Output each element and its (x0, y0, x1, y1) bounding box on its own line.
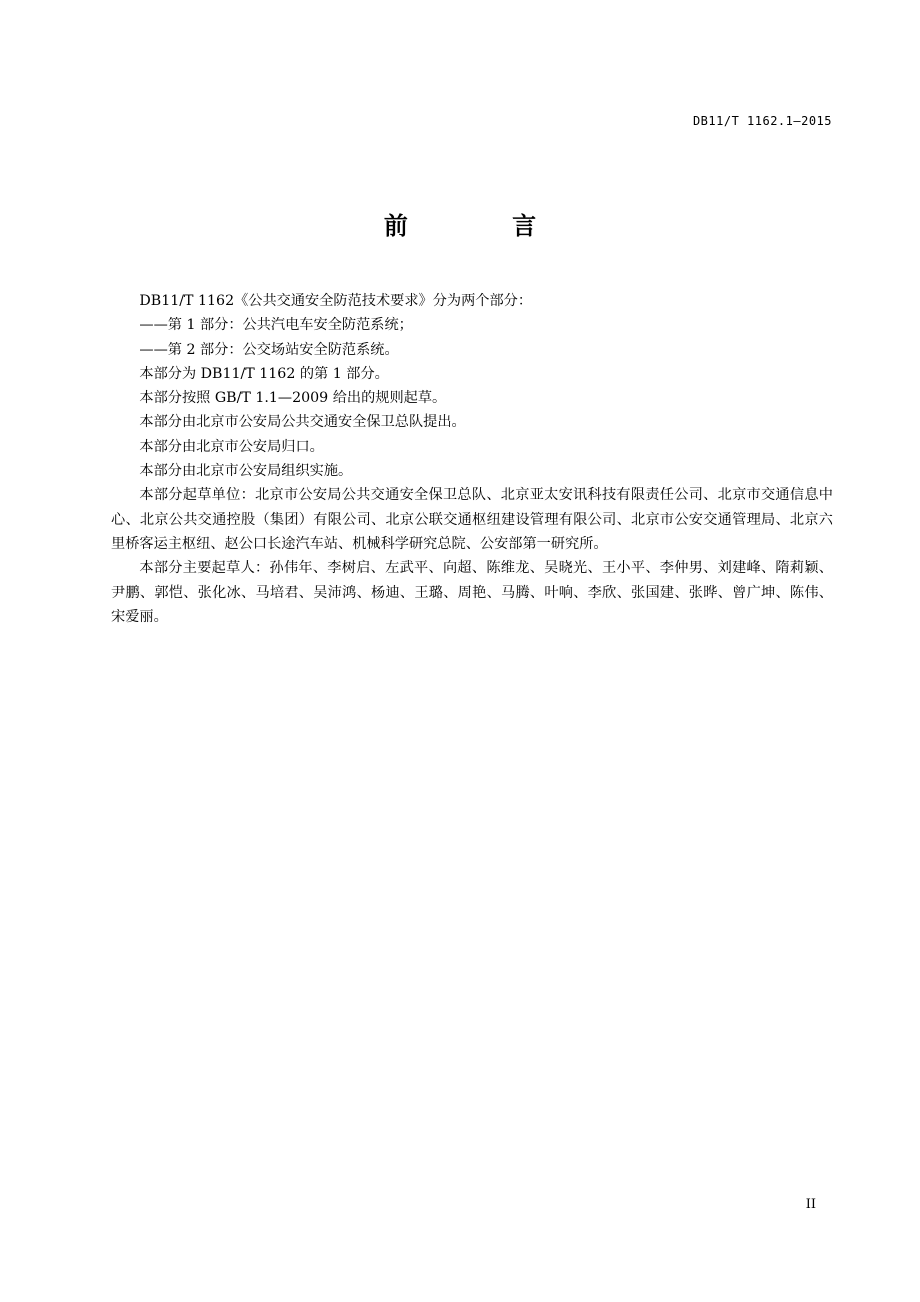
paragraph-drafting-units: 本部分起草单位：北京市公安局公共交通安全保卫总队、北京亚太安讯科技有限责任公司、北京市交通信息中心、北京公共交通控股（集团）有限公司、北京公联交通枢纽建设管理有限公司、北京市公安交通管理局、北京六里桥客运主枢纽、赵公口长途汽车站、机械科学研究总院、公安部第一研究所。 (111, 487, 833, 552)
foreword-body (111, 289, 833, 629)
page-number: II (805, 1197, 816, 1212)
paragraph-part-2: ——第 2 部分：公交场站安全防范系统。 (139, 341, 399, 358)
paragraph-this-part: 本部分为 DB11/T 1162 的第 1 部分。 (139, 365, 389, 382)
paragraph-drafting-rules: 本部分按照 GB/T 1.1—2009 给出的规则起草。 (139, 390, 447, 407)
paragraph-centralized-by: 本部分由北京市公安局归口。 (139, 438, 324, 455)
page-title: 前 言 (383, 212, 585, 240)
paragraph-proposed-by: 本部分由北京市公安局公共交通安全保卫总队提出。 (139, 414, 466, 431)
paragraph-parts-intro: DB11/T 1162《公共交通安全防范技术要求》分为两个部分： (139, 293, 533, 309)
document-code: DB11/T 1162.1—2015 (692, 114, 832, 128)
paragraph-implemented-by: 本部分由北京市公安局组织实施。 (139, 463, 353, 480)
paragraph-part-1: ——第 1 部分：公共汽电车安全防范系统； (139, 317, 413, 334)
paragraph-drafters: 本部分主要起草人：孙伟年、李树启、左武平、向超、陈维龙、吴晓光、王小平、李仲男、刘建峰、隋莉颖、尹鹏、郭恺、张化冰、马培君、吴沛鸿、杨迪、王璐、周艳、马腾、叶响、李欣、张国建、张晔、曾广坤、陈伟、宋爱丽。 (111, 560, 833, 625)
